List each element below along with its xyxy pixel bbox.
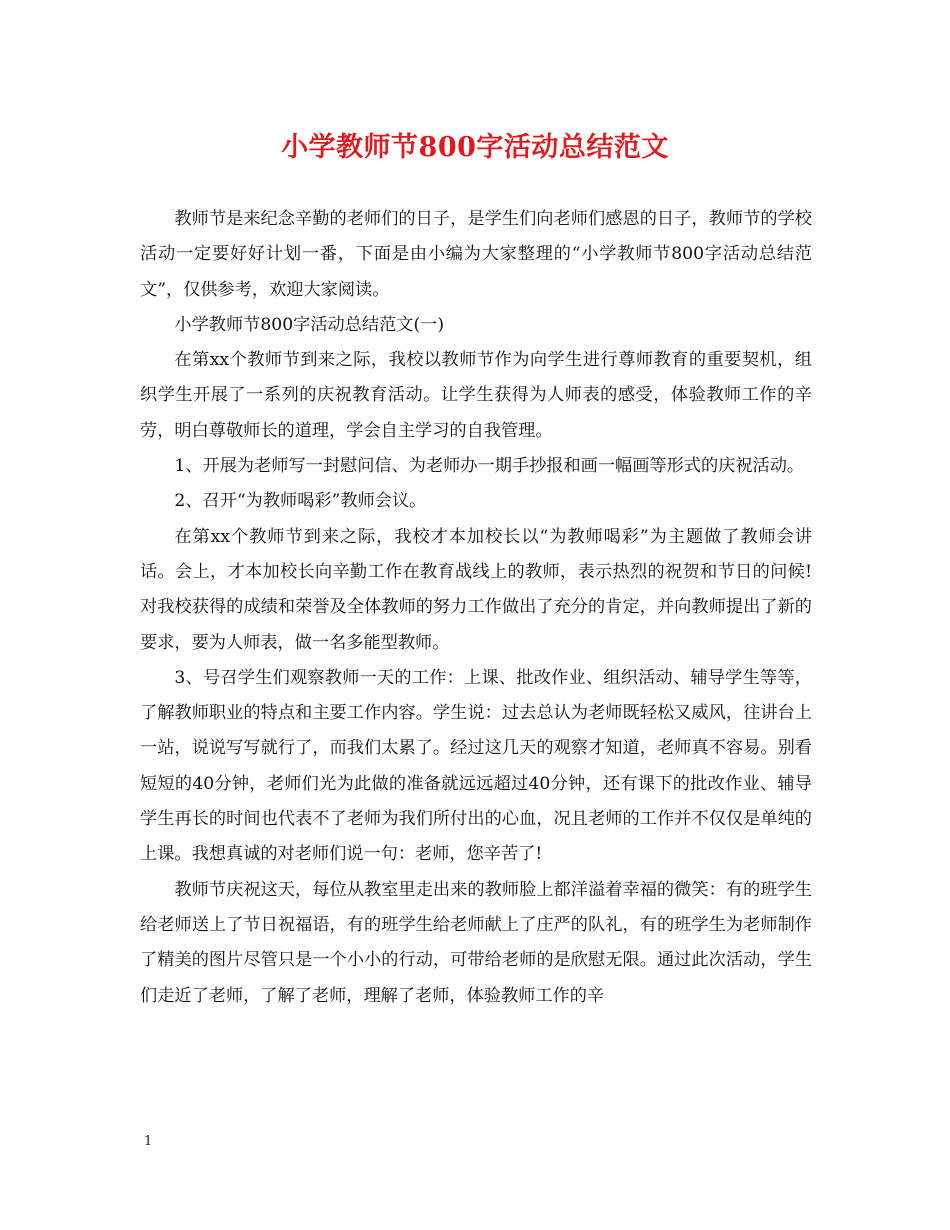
page-number: 1	[144, 1134, 153, 1149]
paragraph-item-3: 3、号召学生们观察教师一天的工作：上课、批改作业、组织活动、辅导学生等等，了解教师职业的特点和主要工作内容。学生说：过去总认为老师既轻松又威风，往讲台上一站，说说写写就行了，而我们太累了。经过这几天的观察才知道，老师真不容易。别看短短的40分钟，老师们光为此做的准备就远远超过40分钟，还有课下的批改作业、辅导学生再长的时间也代表不了老师为我们所付出的心血，况且老师的工作并不仅仅是单纯的上课。我想真诚的对老师们说一句：老师，您辛苦了!	[140, 667, 812, 865]
paragraph-intro: 教师节是来纪念辛勤的老师们的日子，是学生们向老师们感恩的日子，教师节的学校活动一定要好好计划一番，下面是由小编为大家整理的“小学教师节800字活动总结范文”，仅供参考，欢迎大家阅读。	[140, 209, 812, 300]
paragraph-celebration: 教师节庆祝这天，每位从教室里走出来的教师脸上都洋溢着幸福的微笑：有的班学生给老师送上了节日祝福语，有的班学生给老师献上了庄严的队礼，有的班学生为老师制作了精美的图片尽管只是一个小小的行动，可带给老师的是欣慰无限。通过此次活动，学生们走近了老师，了解了老师，理解了老师，体验教师工作的辛	[140, 879, 812, 1006]
paragraph-item-1: 1、开展为老师写一封慰问信、为老师办一期手抄报和画一幅画等形式的庆祝活动。	[174, 456, 805, 477]
paragraph-item-2: 2、召开“为教师喝彩”教师会议。	[174, 491, 427, 512]
document-title: 小学教师节800字活动总结范文	[281, 132, 669, 163]
paragraph-section-heading: 小学教师节800字活动总结范文(一)	[174, 314, 445, 335]
document-body	[140, 202, 812, 1014]
paragraph-opening: 在第xx个教师节到来之际，我校以教师节作为向学生进行尊师教育的重要契机，组织学生开展了一系列的庆祝教育活动。让学生获得为人师表的感受，体验教师工作的辛劳，明白尊敬师长的道理，学会自主学习的自我管理。	[140, 350, 812, 441]
paragraph-meeting: 在第xx个教师节到来之际，我校才本加校长以“为教师喝彩”为主题做了教师会讲话。会上，才本加校长向辛勤工作在教育战线上的教师，表示热烈的祝贺和节日的问候!对我校获得的成绩和荣誉及全体教师的努力工作做出了充分的肯定，并向教师提出了新的要求，要为人师表，做一名多能型教师。	[140, 526, 812, 653]
